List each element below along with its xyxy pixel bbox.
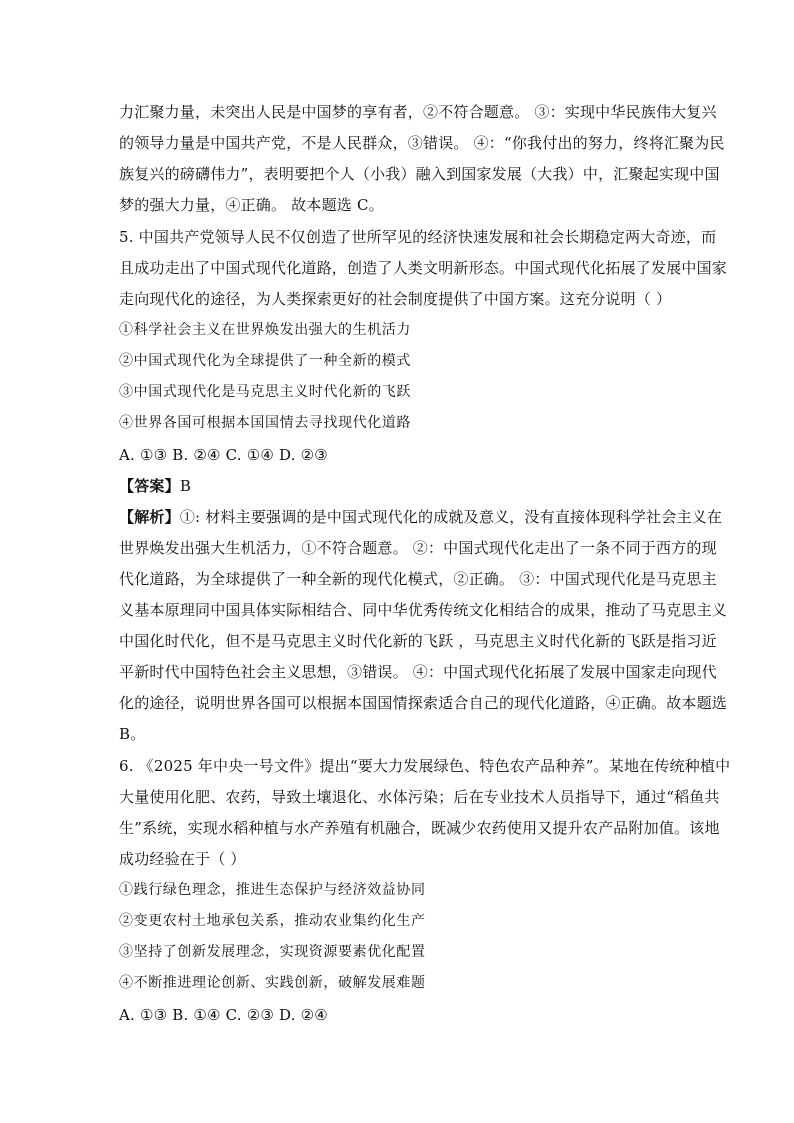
para-prev-line-1: 力汇聚力量，未突出人民是中国梦的享有者，②不符合题意。 ③：实现中华民族伟大复兴: [119, 103, 717, 121]
q5-option-3: ③中国式现代化是马克思主义时代化新的飞跃: [119, 384, 411, 400]
q5-analysis-line-7: 化的途径，说明世界各国可以根据本国国情探索适合自己的现代化道路，④正确。故本题选: [119, 694, 728, 712]
q6-option-3: ③坚持了创新发展理念，实现资源要素优化配置: [119, 944, 426, 960]
q5-analysis-line-4: 义基本原理同中国具体实际相结合、同中华优秀传统文化相结合的成果，推动了马克思主义: [119, 601, 728, 619]
q5-option-2: ②中国式现代化为全球提供了一种全新的模式: [119, 353, 411, 369]
para-prev-line-4: 梦的强大力量，④正确。 故本题选 C。: [119, 196, 384, 214]
analysis-text: ①: 材料主要强调的是中国式现代化的成就及意义，没有直接体现科学社会主义在: [179, 508, 723, 526]
para-prev-line-2: 的领导力量是中国共产党，不是人民群众，③错误。 ④：“你我付出的努力，终将汇聚为民: [119, 134, 725, 152]
analysis-label: 【解析】: [119, 508, 180, 526]
q5-option-4: ④世界各国可根据本国国情去寻找现代化道路: [119, 415, 411, 431]
q5-stem-line-1: 5. 中国共产党领导人民不仅创造了世所罕见的经济快速发展和社会长期稳定两大奇迹，而: [119, 228, 717, 246]
q6-choices: A. ①③ B. ①④ C. ②③ D. ②④: [119, 1006, 328, 1024]
q6-stem-line-3: 生”系统，实现水稻种植与水产养殖有机融合，既减少农药使用又提升农产品附加值。该地: [119, 819, 720, 837]
q6-option-4: ④不断推进理论创新、实践创新，破解发展难题: [119, 975, 426, 991]
q6-stem-line-1: 6. 《2025 年中央一号文件》提出“要大力发展绿色、特色农产品种养”。某地在传统种植中: [119, 757, 731, 775]
q5-analysis-line-8: B。: [119, 725, 146, 743]
q5-stem-line-2: 且成功走出了中国式现代化道路，创造了人类文明新形态。中国式现代化拓展了发展中国家: [119, 259, 728, 277]
q5-option-1: ①科学社会主义在世界焕发出强大的生机活力: [119, 322, 411, 338]
q5-analysis-line-1: [119, 507, 723, 527]
q5-analysis-line-2: 世界焕发出强大生机活力，①不符合题意。 ②：中国式现代化走出了一条不同于西方的现: [119, 539, 717, 557]
q6-stem-line-4: 成功经验在于（ ）: [119, 850, 246, 868]
answer-label: 【答案】: [119, 477, 180, 495]
q5-answer: [119, 476, 679, 496]
q5-analysis-line-6: 平新时代中国特色社会主义思想，③错误。 ④：中国式现代化拓展了发展中国家走向现代: [119, 663, 717, 681]
q5-stem-line-3: 走向现代化的途径，为人类探索更好的社会制度提供了中国方案。这充分说明（ ）: [119, 290, 672, 308]
q5-analysis-line-3: 代化道路，为全球提供了一种全新的现代化模式，②正确。 ③：中国式现代化是马克思主: [119, 570, 717, 588]
q6-option-1: ①践行绿色理念，推进生态保护与经济效益协同: [119, 882, 426, 898]
q6-option-2: ②变更农村土地承包关系，推动农业集约化生产: [119, 913, 426, 929]
q5-choices: A. ①③ B. ②④ C. ①④ D. ②③: [119, 446, 328, 464]
q5-analysis-line-5: 中国化时代化，但不是马克思主义时代化新的飞跃 ，马克思主义时代化新的飞跃是指习近: [119, 632, 717, 650]
answer-value: B: [179, 477, 192, 495]
para-prev-line-3: 族复兴的磅礴伟力”，表明要把个人（小我）融入到国家发展（大我）中，汇聚起实现中国: [119, 165, 720, 183]
q6-stem-line-2: 大量使用化肥、农药，导致土壤退化、水体污染；后在专业技术人员指导下，通过“稻鱼共: [119, 788, 720, 806]
